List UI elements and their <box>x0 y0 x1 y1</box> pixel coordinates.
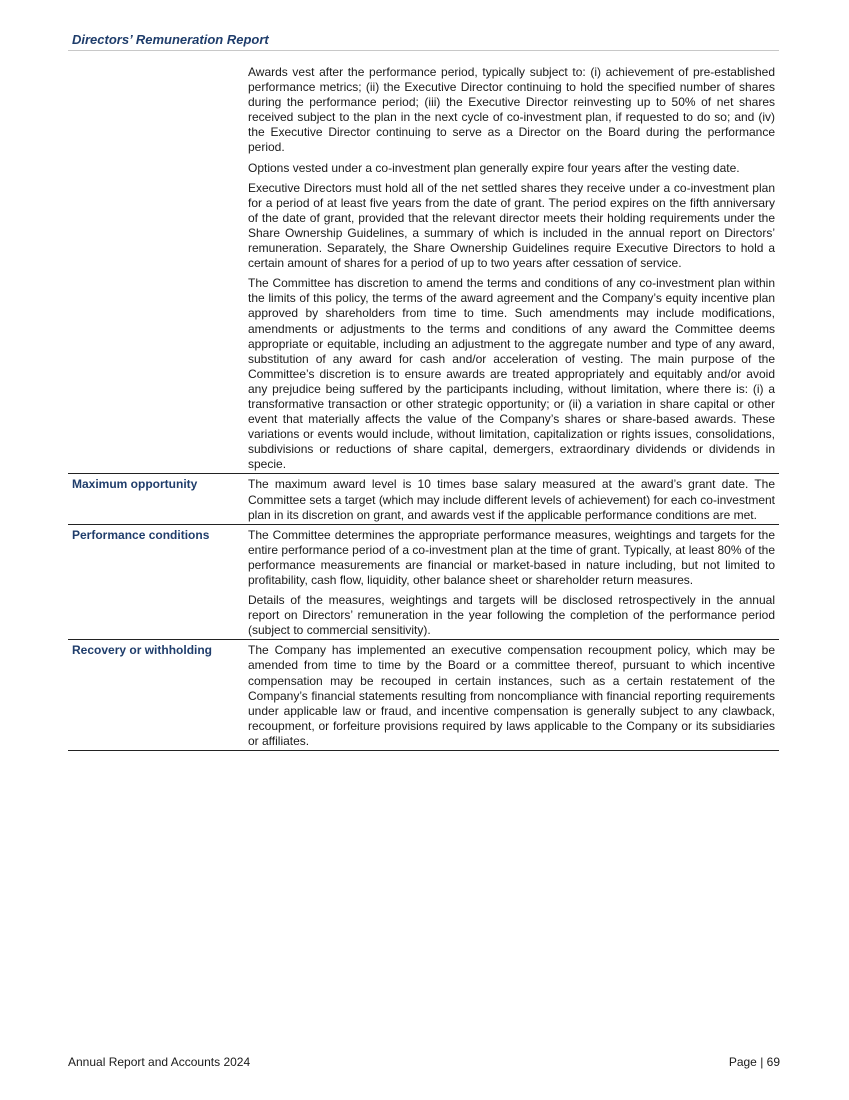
table-row-performance-conditions <box>68 524 779 640</box>
table-row-maximum-opportunity <box>68 474 779 524</box>
footer-page-number: Page | 69 <box>728 1055 780 1069</box>
row-content <box>244 62 779 474</box>
table-row-recovery-or-withholding <box>68 640 779 751</box>
row-content <box>244 524 779 640</box>
paragraph: Executive Directors must hold all of the net settled shares they receive under a co-investment plan for a period of at least five years from the date of grant. The period expires on the fifth anniversary of the date of grant, provided that the relevant director meets their holding requirements under the Share Ownership Guidelines, a summary of which is included in the annual report on Directors’ remuneration. Separately, the Share Ownership Guidelines require Executive Directors to hold a certain amount of shares for a period of up to two years after cessation of service. <box>248 180 775 271</box>
footer-report-title: Annual Report and Accounts 2024 <box>68 1055 251 1069</box>
paragraph: Details of the measures, weightings and targets will be disclosed retrospectively in the annual report on Directors’ remuneration in the year following the completion of the performance period (subject to commercial sensitivity). <box>248 593 775 638</box>
table-row-continued <box>68 62 779 474</box>
header-divider <box>68 50 779 51</box>
paragraph: The maximum award level is 10 times base salary measured at the award’s grant date. The Committee sets a target (which may include different levels of achievement) for each co-investment plan in its discretion on grant, and awards vest if the applicable performance conditions are met. <box>248 477 775 522</box>
paragraph: The Committee has discretion to amend the terms and conditions of any co-investment plan within the limits of this policy, the terms of the award agreement and the Company’s equity incentive plan approved by shareholders from time to time. Such amendments may include modifications, amendments or adjustments to the terms and conditions of any award the Committee deems appropriate or equitable, including an adjustment to the aggregate number and type of any award, substitution of any award for cash and/or acceleration of vesting. The main purpose of the Committee’s discretion is to ensure awards are treated appropriately and equitably and/or avoid any prejudice being suffered by the participants including, without limitation, where there is: (i) a transformative transaction or other strategic opportunity; or (ii) a variation in share capital or other event that materially affects the value of the Company’s shares or share-based awards. These variations or events would include, without limitation, capitalization or rights issues, consolidations, subdivisions or reductions of share capital, demergers, extraordinary dividends or dividends in specie. <box>248 276 775 472</box>
paragraph: The Company has implemented an executive compensation recoupment policy, which may be amended from time to time by the Board or a committee thereof, pursuant to which incentive compensation may be recouped in certain instances, such as a certain restatement of the Company’s financial statements resulting from noncompliance with financial reporting requirements under applicable law or fraud, and incentive compensation is generally subject to any clawback, recoupment, or forfeiture provisions required by laws applicable to the Company or its subsidiaries or affiliates. <box>248 643 775 748</box>
row-content <box>244 474 779 524</box>
row-content <box>244 640 779 751</box>
row-label: Performance conditions <box>68 524 244 640</box>
row-label: Maximum opportunity <box>68 474 244 524</box>
policy-table <box>68 62 779 751</box>
paragraph: The Committee determines the appropriate performance measures, weightings and targets for the entire performance period of a co-investment plan at the time of grant. Typically, at least 80% of the performance measurements are financial or market-based in nature including, but not limited to profitability, cash flow, liquidity, other balance sheet or shareholder return measures. <box>248 527 775 587</box>
row-label: Recovery or withholding <box>68 640 244 751</box>
paragraph: Awards vest after the performance period, typically subject to: (i) achievement of pre-established performance metrics; (ii) the Executive Director continuing to hold the specified number of shares during the performance period; (iii) the Executive Director reinvesting up to 50% of net shares received subject to the plan in the next cycle of co-investment plan, if requested to do so; and (iv) the Executive Director continuing to serve as a Director on the Board during the performance period. <box>248 65 775 155</box>
page-header-title: Directors’ Remuneration Report <box>72 32 269 47</box>
paragraph: Options vested under a co-investment plan generally expire four years after the vesting date. <box>248 160 740 175</box>
row-label <box>68 62 244 474</box>
